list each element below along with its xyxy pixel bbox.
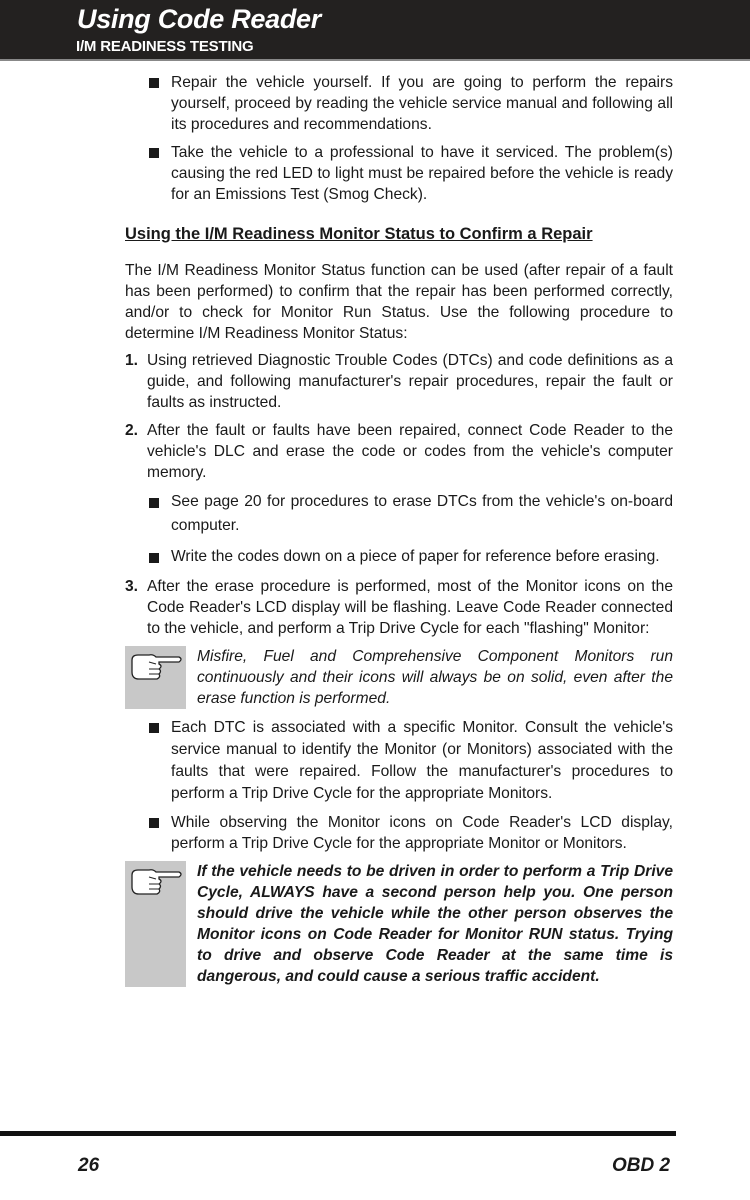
page-header [0,0,750,61]
step-text: After the fault or faults have been repaired, connect Code Reader to the vehicle's DLC and erase the code or codes from the vehicle's computer memory. [147,422,673,481]
section-intro: The I/M Readiness Monitor Status function can be used (after repair of a fault has been performed) to confirm that the repair has been performed correctly, and/or to check for Monitor Run Status. Use the following procedure to determine I/M Readiness Monitor Status: [125,262,673,342]
list-item [125,812,673,854]
list-item [125,490,673,538]
page-content [125,72,673,995]
step-3 [125,576,673,639]
header-title: Using Code Reader [77,4,321,34]
bullet-text: Take the vehicle to a professional to have it serviced. The problem(s) causing the red LED to light must be repaired before the vehicle is ready for an Emissions Test (Smog Check). [171,144,673,203]
bullet-text: See page 20 for procedures to erase DTCs from the vehicle's on-board computer. [171,493,673,534]
list-item [125,717,673,805]
warning-note [125,861,673,987]
square-bullet-icon [149,498,159,508]
info-note [125,646,673,709]
pointing-hand-icon [125,861,186,987]
step-text: Using retrieved Diagnostic Trouble Codes (DTCs) and code definitions as a guide, and following manufacturer's repair procedures, repair the fault or faults as instructed. [147,352,673,411]
step-text: After the erase procedure is performed, most of the Monitor icons on the Code Reader's LCD display will be flashing. Leave Code Reader connected to the vehicle, and perform a Trip Drive Cycle for each "flashing" Monitor: [147,578,673,637]
list-item [125,545,673,569]
warning-text: If the vehicle needs to be driven in order to perform a Trip Drive Cycle, ALWAYS have a second person help you. One person should drive the vehicle while the other person observes the Monitor icons on Code Reader for Monitor RUN status. Trying to drive and observe Code Reader at the same time is dangerous, and could cause a serious traffic accident. [197,863,673,985]
list-item [125,72,673,135]
step-number: 2. [125,422,139,439]
square-bullet-icon [149,553,159,563]
list-item [125,142,673,205]
square-bullet-icon [149,818,159,828]
bullet-text: Write the codes down on a piece of paper for reference before erasing. [171,548,660,565]
footer-product: OBD 2 [612,1155,671,1176]
step-number: 3. [125,578,139,595]
note-text: Misfire, Fuel and Comprehensive Component Monitors run continuously and their icons will always be on solid, even after the erase function is performed. [197,648,673,707]
footer-divider [0,1131,676,1136]
step-1 [125,350,673,413]
bullet-text: Repair the vehicle yourself. If you are going to perform the repairs yourself, proceed by reading the vehicle service manual and following all its procedures and recommendations. [171,74,673,133]
square-bullet-icon [149,148,159,158]
bullet-text: While observing the Monitor icons on Code Reader's LCD display, perform a Trip Drive Cycle for the appropriate Monitor or Monitors. [171,814,673,852]
section-heading: Using the I/M Readiness Monitor Status to Confirm a Repair [125,225,593,243]
header-subtitle: I/M READINESS TESTING [76,38,254,55]
page-number: 26 [78,1155,100,1176]
step-2 [125,420,673,483]
square-bullet-icon [149,78,159,88]
square-bullet-icon [149,723,159,733]
step-number: 1. [125,352,139,369]
bullet-text: Each DTC is associated with a specific Monitor. Consult the vehicle's service manual to identify the Monitor (or Monitors) associated with the faults that were repaired. Follow the manufacturer's procedures to perform a Trip Drive Cycle for the appropriate Monitors. [171,719,673,802]
pointing-hand-icon [125,646,186,709]
